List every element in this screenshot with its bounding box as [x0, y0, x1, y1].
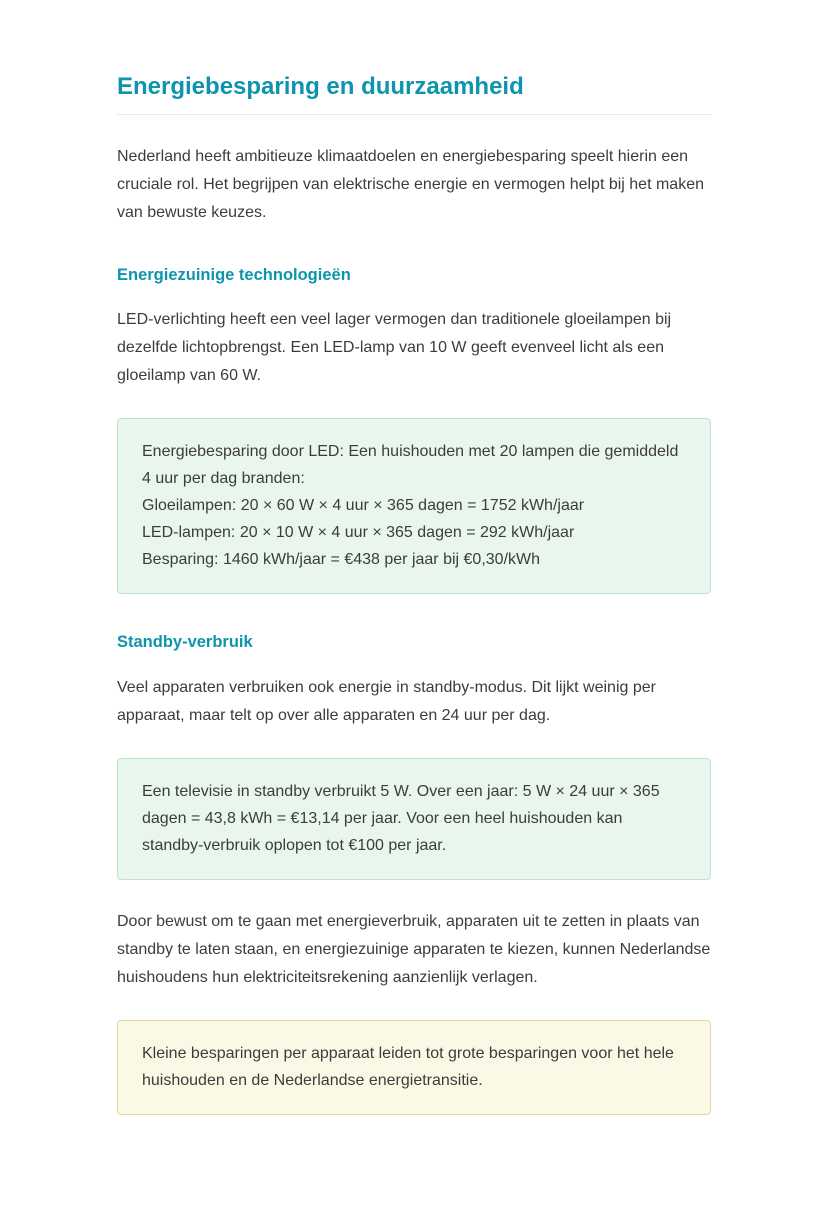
callout-key-takeaway-text: Kleine besparingen per apparaat leiden tot grote besparingen voor het hele huishouden en de Nederlandse energietransitie. [142, 1044, 674, 1089]
callout-standby-text: Een televisie in standby verbruikt 5 W. Over een jaar: 5 W × 24 uur × 365 dagen = 43,8 kWh = €13,14 per jaar. Voor een heel huishouden kan standby-verbruik oplopen tot €100 per jaar. [142, 782, 660, 854]
callout-standby-calculation [117, 758, 711, 880]
section-heading-standby-verbruik: Standby-verbruik [117, 633, 253, 652]
callout-key-takeaway [117, 1020, 711, 1115]
callout-led-gloeilampen-line: Gloeilampen: 20 × 60 W × 4 uur × 365 dagen = 1752 kWh/jaar [142, 497, 585, 515]
standby-paragraph: Veel apparaten verbruiken ook energie in standby-modus. Dit lijkt weinig per apparaat, maar telt op over alle apparaten en 24 uur per dag. [117, 678, 656, 724]
document-page [117, 0, 711, 1205]
intro-paragraph: Nederland heeft ambitieuze klimaatdoelen en energiebesparing speelt hierin een cruciale rol. Het begrijpen van elektrische energie en vermogen helpt bij het maken van bewuste keuzes. [117, 148, 704, 221]
callout-led-calculation [117, 418, 711, 594]
page-title: Energiebesparing en duurzaamheid [117, 72, 711, 115]
closing-paragraph: Door bewust om te gaan met energieverbruik, apparaten uit te zetten in plaats van standby te laten staan, en energiezuinige apparaten te kiezen, kunnen Nederlandse huishoudens hun elektriciteitsrekening aanzienlijk verlagen. [117, 912, 711, 986]
callout-led-intro-line: Energiebesparing door LED: Een huishouden met 20 lampen die gemiddeld 4 uur per dag branden: [142, 443, 679, 488]
callout-led-besparing-line: Besparing: 1460 kWh/jaar = €438 per jaar bij €0,30/kWh [142, 551, 541, 569]
callout-led-ledlampen-line: LED-lampen: 20 × 10 W × 4 uur × 365 dagen = 292 kWh/jaar [142, 524, 575, 542]
led-paragraph: LED-verlichting heeft een veel lager vermogen dan traditionele gloeilampen bij dezelfde lichtopbrengst. Een LED-lamp van 10 W geeft evenveel licht als een gloeilamp van 60 W. [117, 311, 672, 385]
section-heading-energiezuinige-technologieen: Energiezuinige technologieën [117, 266, 351, 284]
